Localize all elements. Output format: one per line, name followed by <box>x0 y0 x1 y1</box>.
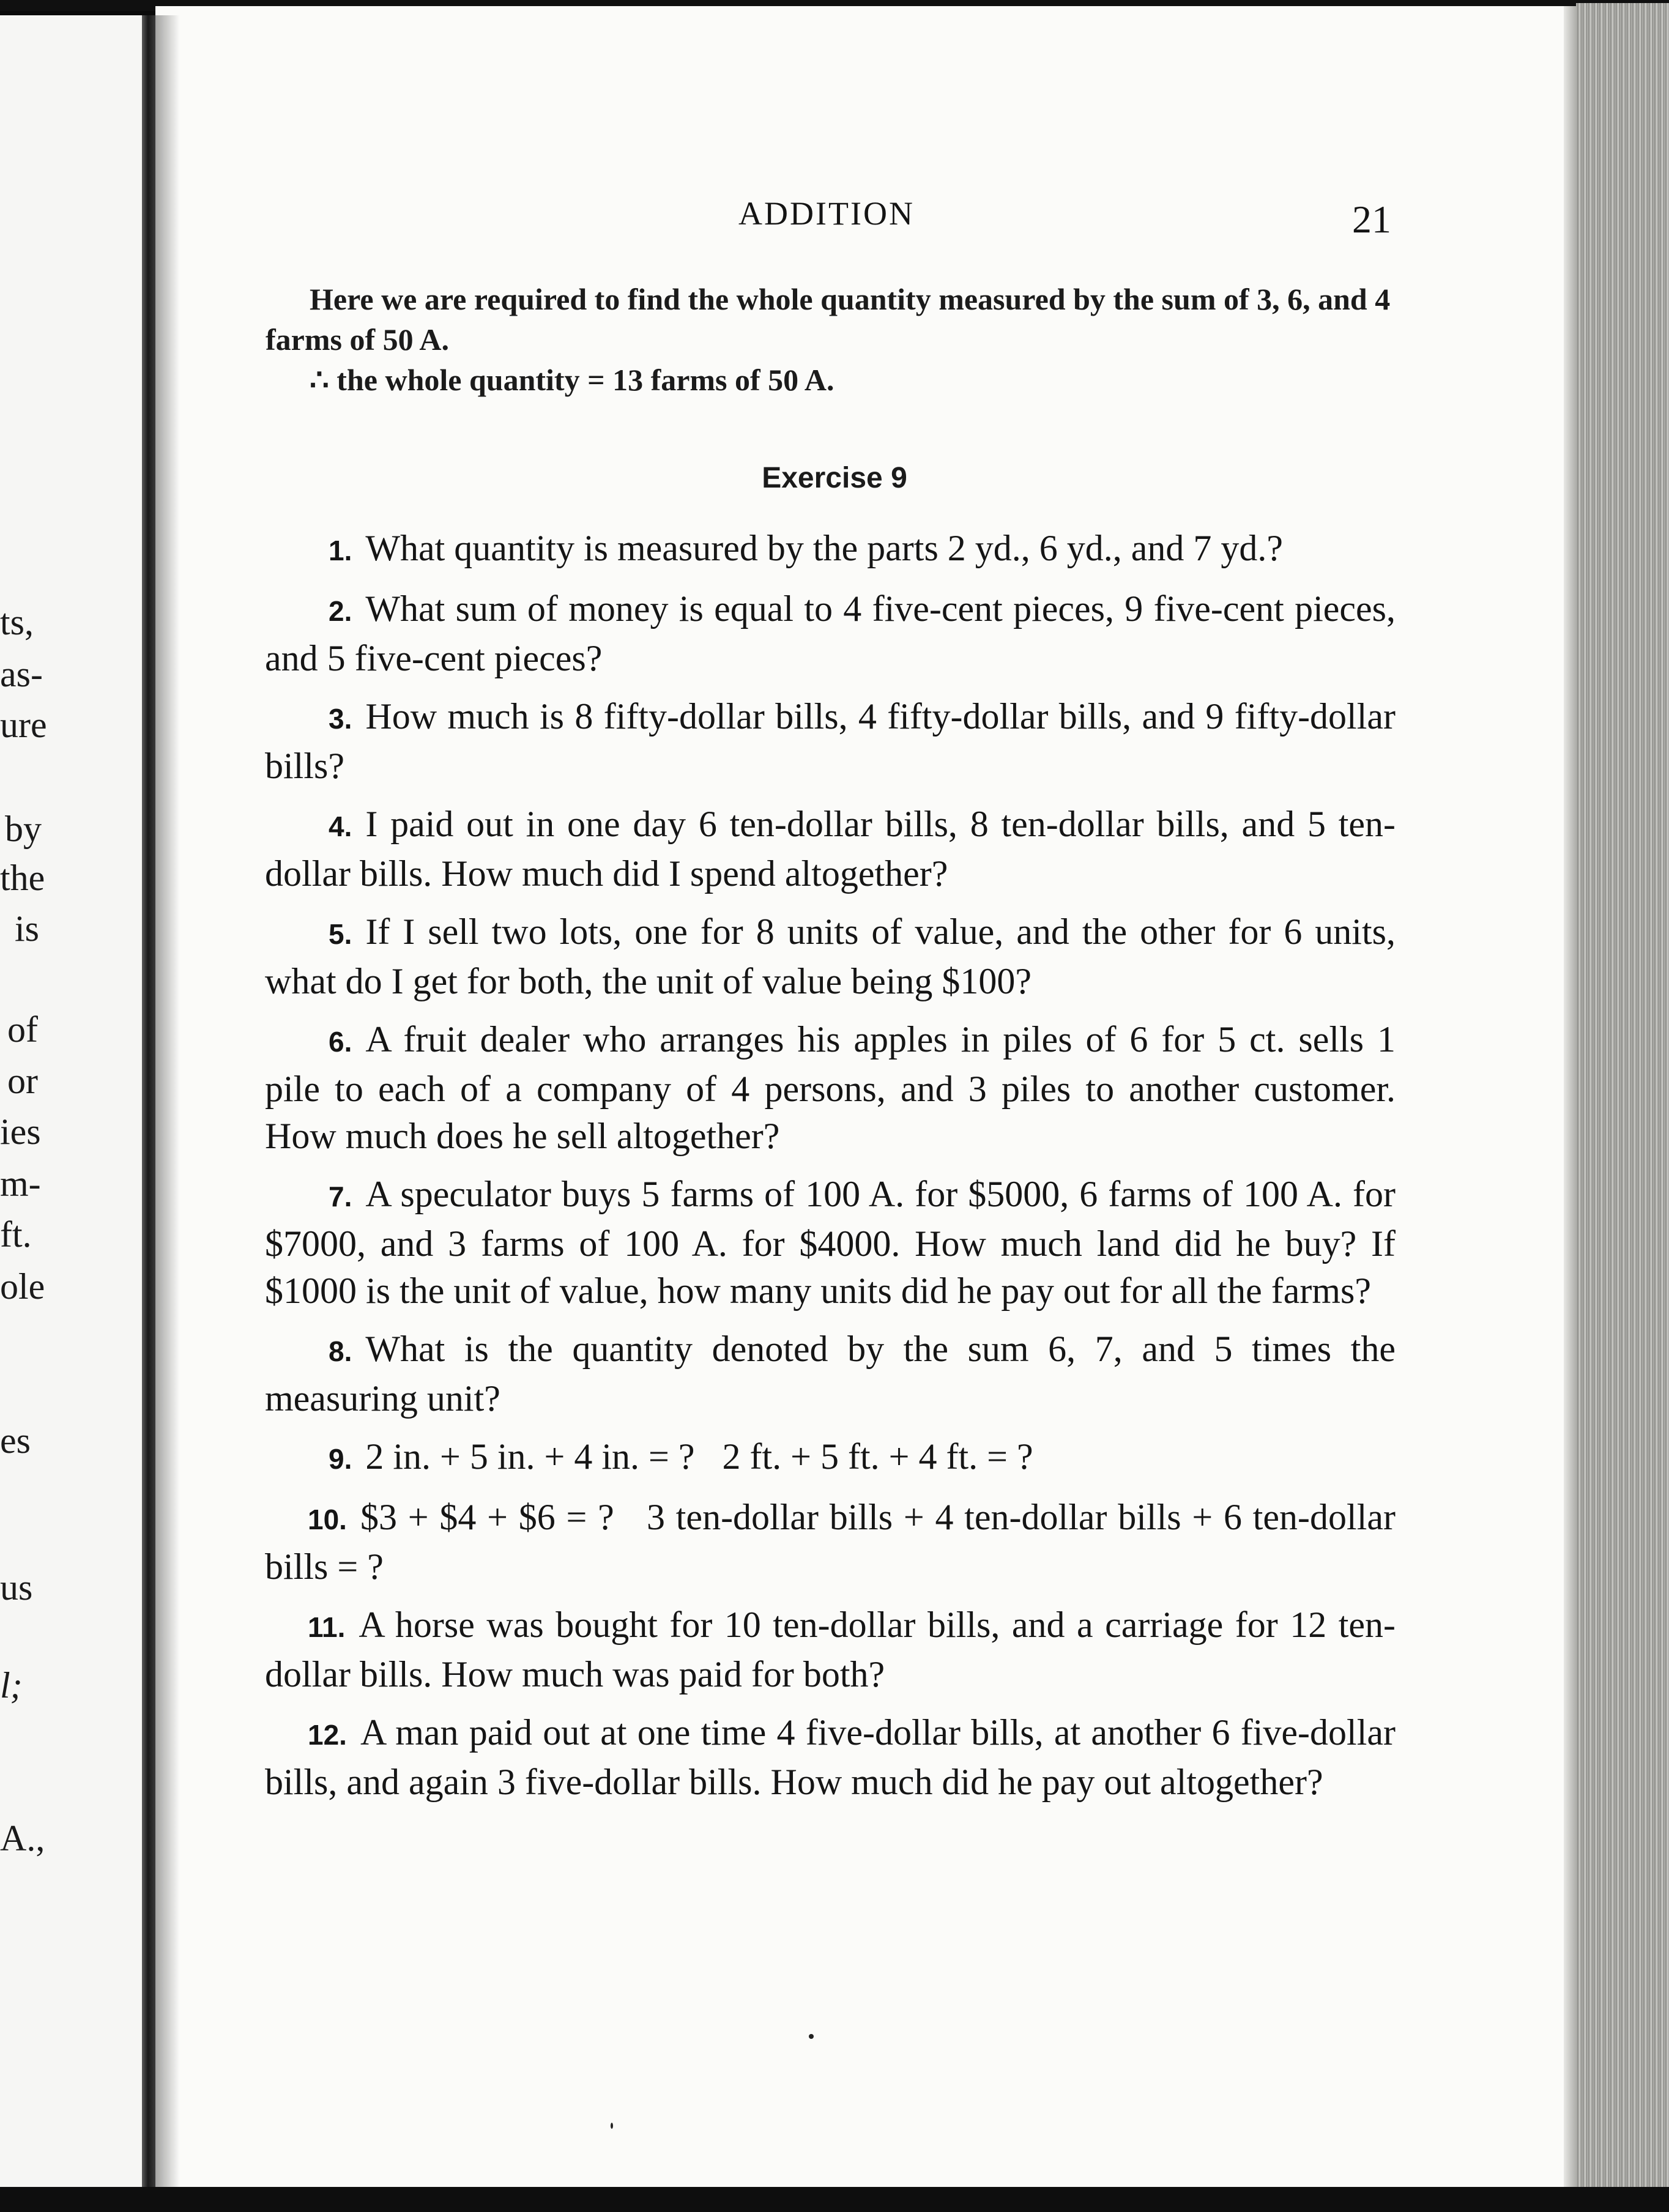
left-fragment: m- <box>0 1164 41 1204</box>
problem-text: What sum of money is equal to 4 five-cent pieces, 9 five-cent pieces, and 5 five-cent pieces? <box>265 588 1396 678</box>
exercise-title <box>0 461 1669 495</box>
problem-text: A man paid out at one time 4 five-dollar bills, at another 6 five-dollar bills, and again 3 five-dollar bills. How much did he pay out altogether? <box>265 1712 1396 1802</box>
page-block-edges <box>1576 3 1669 2190</box>
problem-text: A horse was bought for 10 ten-dollar bills, and a carriage for 12 ten-dollar bills. How much was paid for both? <box>265 1605 1396 1694</box>
running-head: ADDITION <box>738 195 915 232</box>
left-fragment: of <box>7 1009 38 1050</box>
intro-text <box>266 279 1397 400</box>
left-fragment: ure <box>0 705 47 745</box>
left-fragment: us <box>0 1567 33 1608</box>
problem-item <box>265 801 1396 897</box>
left-fragment: ies <box>0 1112 41 1152</box>
problem-text: A fruit dealer who arranges his apples in piles of 6 for 5 ct. sells 1 pile to each of a company of 4 persons, and 3 piles to another customer. How much does he sell altogether? <box>265 1019 1396 1156</box>
left-page <box>0 15 152 2190</box>
problem-number: 2. <box>329 595 352 627</box>
problem-number: 1. <box>329 535 352 566</box>
problem-text: What quantity is measured by the parts 2 yd., 6 yd., and 7 yd.? <box>365 528 1284 568</box>
intro-sentence: Here we are required to find the whole quantity measured by the sum of 3, 6, and 4 farms of 50 A. <box>266 282 1391 357</box>
left-fragment: by <box>5 809 42 849</box>
problem-item <box>265 1016 1396 1160</box>
problem-item <box>265 525 1396 574</box>
problem-item <box>265 1709 1396 1806</box>
book-gutter <box>142 15 155 2190</box>
page-number: 21 <box>1352 198 1391 241</box>
left-fragment: es <box>0 1420 31 1461</box>
problem-item <box>265 908 1396 1005</box>
problem-number: 3. <box>329 703 352 735</box>
problem-item <box>265 1601 1396 1698</box>
left-fragment: as- <box>0 654 43 694</box>
left-fragment: ts, <box>0 602 34 642</box>
problem-text: I paid out in one day 6 ten-dollar bills, 8 ten-dollar bills, and 5 ten-dollar bills. How much did I spend altogether? <box>265 804 1396 894</box>
problem-text: How much is 8 fifty-dollar bills, 4 fifty-dollar bills, and 9 fifty-dollar bills? <box>265 696 1396 786</box>
left-fragment: ft. <box>0 1214 32 1255</box>
problem-text: If I sell two lots, one for 8 units of value, and the other for 6 units, what do I get for both, the unit of value being $100? <box>265 911 1396 1001</box>
problem-number: 12. <box>308 1719 347 1751</box>
problem-item <box>265 1326 1396 1422</box>
problem-number: 7. <box>329 1181 352 1212</box>
print-speck <box>809 2034 814 2039</box>
problem-text: A speculator buys 5 farms of 100 A. for $5000, 6 farms of 100 A. for $7000, and 3 farms of 100 A. for $4000. How much land did he buy? If $1000 is the unit of value, how many units did he pay out for all the farms? <box>265 1174 1396 1311</box>
page-edge-shade <box>1564 6 1577 2187</box>
scan-bottom-border <box>0 2187 1669 2212</box>
left-fragment: ole <box>0 1266 45 1307</box>
gutter-shadow <box>155 15 180 2190</box>
problem-item <box>265 693 1396 790</box>
problem-list <box>265 525 1405 1817</box>
left-fragment: A., <box>0 1818 45 1858</box>
left-fragment: l; <box>0 1665 23 1705</box>
left-fragment: the <box>0 858 45 898</box>
exercise-title-text: Exercise 9 <box>762 462 907 494</box>
left-fragment: is <box>15 908 40 949</box>
problem-number: 10. <box>308 1504 347 1535</box>
problem-number: 5. <box>329 918 352 950</box>
left-fragment: or <box>7 1061 38 1101</box>
print-speck <box>611 2123 613 2129</box>
problem-number: 4. <box>329 811 352 842</box>
problem-text: 2 in. + 5 in. + 4 in. = ? 2 ft. + 5 ft. + 4 ft. = ? <box>365 1436 1033 1477</box>
problem-number: 9. <box>329 1443 352 1475</box>
problem-text: $3 + $4 + $6 = ? 3 ten-dollar bills + 4 ten-dollar bills + 6 ten-dollar bills = ? <box>265 1497 1405 1587</box>
problem-number: 6. <box>329 1026 352 1058</box>
problem-text: What is the quantity denoted by the sum 6, 7, and 5 times the measuring unit? <box>265 1329 1396 1419</box>
problem-item <box>265 1433 1396 1483</box>
problem-number: 8. <box>329 1335 352 1367</box>
problem-item <box>265 585 1396 682</box>
intro-conclusion: ∴ the whole quantity = 13 farms of 50 A. <box>310 363 834 397</box>
problem-item <box>265 1171 1396 1315</box>
problem-number: 11. <box>308 1611 346 1643</box>
problem-item <box>265 1494 1405 1590</box>
